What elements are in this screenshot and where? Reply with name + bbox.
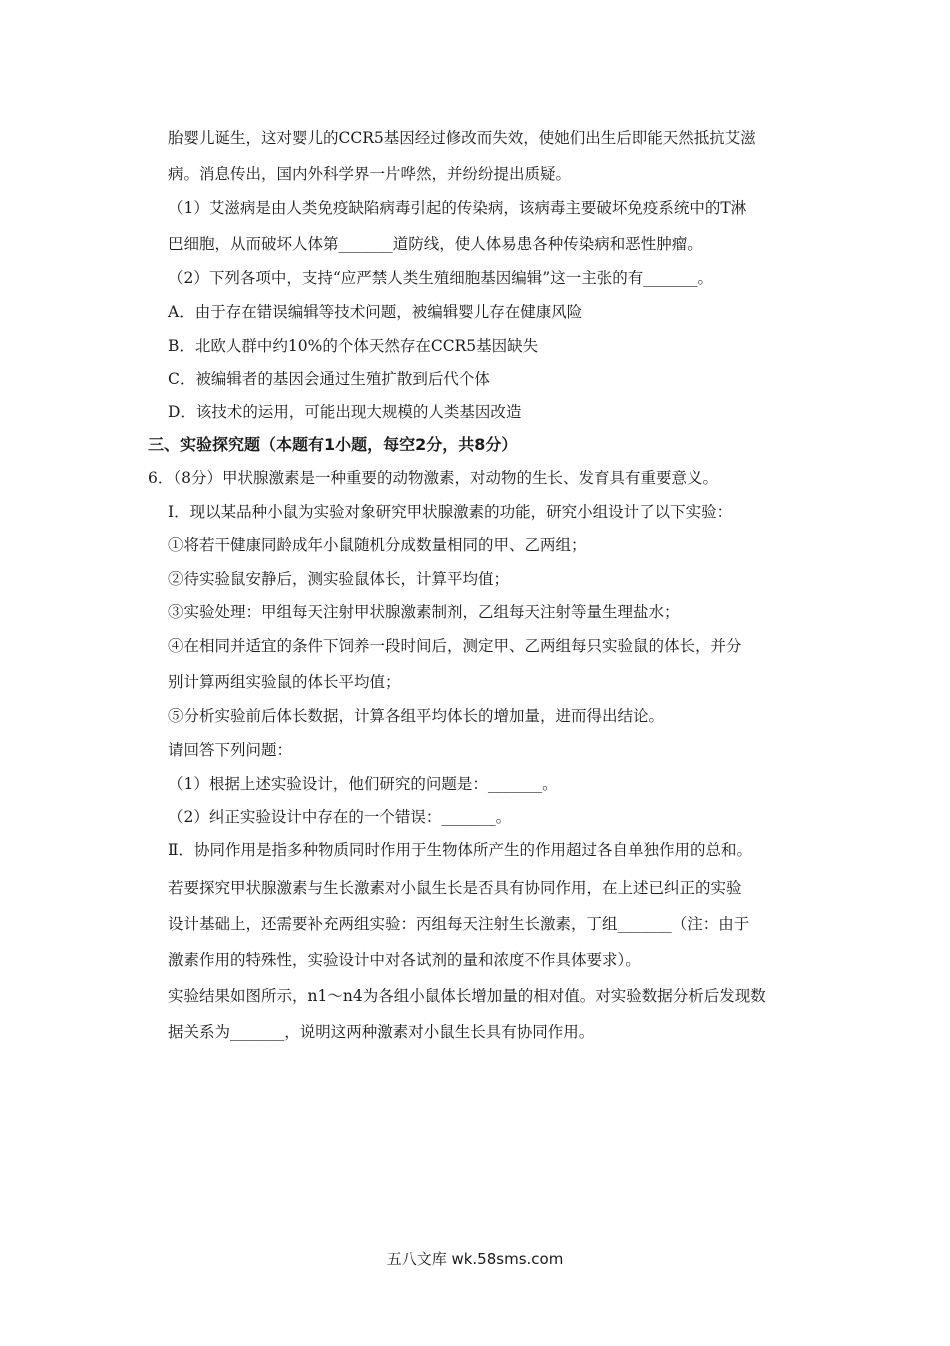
text-line: 若要探究甲状腺激素与生长激素对小鼠生长是否具有协同作用，在上述已纠正的实验 <box>168 879 742 897</box>
text-line: Ⅰ．现以某品种小鼠为实验对象研究甲状腺激素的功能，研究小组设计了以下实验： <box>168 503 733 521</box>
page-footer: 五八文库 wk.58sms.com <box>386 1250 564 1268</box>
text-line: 病。消息传出，国内外科学界一片哗然，并纷纷提出质疑。 <box>168 165 572 183</box>
option-d: D．该技术的运用，可能出现大规模的人类基因改造 <box>168 403 522 421</box>
question-title: 6．（8分）甲状腺激素是一种重要的动物激素，对动物的生长、发育具有重要意义。 <box>148 469 718 487</box>
text-line: 请回答下列问题： <box>168 741 293 759</box>
text-line: Ⅱ．协同作用是指多种物质同时作用于生物体所产生的作用超过各自单独作用的总和。 <box>168 841 753 859</box>
text-line: 别计算两组实验鼠的体长平均值； <box>168 673 401 691</box>
text-line: （1）艾滋病是由人类免疫缺陷病毒引起的传染病，该病毒主要破坏免疫系统中的T淋 <box>168 199 747 217</box>
text-line: （1）根据上述实验设计，他们研究的问题是：_______。 <box>168 775 558 793</box>
text-line: 实验结果如图所示，n1～n4为各组小鼠体长增加量的相对值。对实验数据分析后发现数 <box>168 987 766 1005</box>
option-c: C．被编辑者的基因会通过生殖扩散到后代个体 <box>168 370 490 388</box>
text-line: ⑤分析实验前后体长数据，计算各组平均体长的增加量，进而得出结论。 <box>168 707 665 725</box>
text-line: 胎婴儿诞生，这对婴儿的CCR5基因经过修改而失效，使她们出生后即能天然抵抗艾滋 <box>168 129 756 147</box>
text-line: 激素作用的特殊性，实验设计中对各试剂的量和浓度不作具体要求）。 <box>168 951 641 969</box>
text-line: ①将若干健康同龄成年小鼠随机分成数量相同的甲、乙两组； <box>168 536 587 554</box>
text-line: ③实验处理：甲组每天注射甲状腺激素制剂，乙组每天注射等量生理盐水； <box>168 603 680 621</box>
section-heading: 三、实验探究题（本题有1小题，每空2分，共8分） <box>148 435 518 454</box>
option-a: A．由于存在错误编辑等技术问题，被编辑婴儿存在健康风险 <box>168 303 583 321</box>
text-line: 巴细胞，从而破坏人体第_______道防线，使人体易患各种传染病和恶性肿瘤。 <box>168 235 703 253</box>
text-line: ④在相同并适宜的条件下饲养一段时间后，测定甲、乙两组每只实验鼠的体长，并分 <box>168 637 742 655</box>
text-line: ②待实验鼠安静后，测实验鼠体长，计算平均值； <box>168 570 510 588</box>
option-b: B．北欧人群中约10%的个体天然存在CCR5基因缺失 <box>168 337 539 355</box>
text-line: 据关系为_______，说明这两种激素对小鼠生长具有协同作用。 <box>168 1023 595 1041</box>
text-line: 设计基础上，还需要补充两组实验：丙组每天注射生长激素，丁组_______（注：由于 <box>168 915 750 933</box>
text-line: （2）下列各项中，支持“应严禁人类生殖细胞基因编辑”这一主张的有_______。 <box>168 269 713 287</box>
text-line: （2）纠正实验设计中存在的一个错误：_______。 <box>168 808 512 826</box>
